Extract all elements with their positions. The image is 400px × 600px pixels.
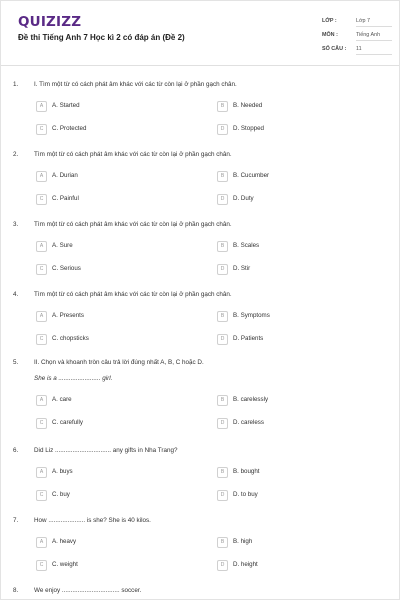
option-letter-box: C (36, 490, 47, 501)
option-letter-box: B (217, 241, 228, 252)
question-number: 1. (13, 81, 19, 88)
option-text: D. to buy (233, 491, 258, 498)
option-letter-box: C (36, 264, 47, 275)
question-number: 2. (13, 151, 19, 158)
option-letter-box: C (36, 418, 47, 429)
meta-grade (322, 18, 370, 24)
option-text: B. Symptoms (233, 312, 270, 319)
option-text: A. Durian (52, 172, 78, 179)
question-text: II. Chọn và khoanh tròn câu trả lời đúng nhất A, B, C hoặc D. (34, 359, 204, 366)
question-text: We enjoy ................................. soccer. (34, 587, 142, 594)
option-text: B. Scales (233, 242, 260, 249)
meta-subject (322, 32, 380, 38)
option-letter-box: A (36, 171, 47, 182)
quizizz-logo: QUIZIZZ (18, 14, 82, 30)
option-letter-box: A (36, 537, 47, 548)
option-text: D. Patients (233, 335, 264, 342)
option-text: A. Started (52, 102, 80, 109)
option-text: C. buy (52, 491, 70, 498)
option-letter-box: A (36, 241, 47, 252)
option-text: A. care (52, 396, 72, 403)
option-text: D. Stir (233, 265, 251, 272)
option-letter-box: B (217, 537, 228, 548)
question-text: Tìm một từ có cách phát âm khác với các từ còn lại ở phần gạch chân. (34, 291, 232, 298)
option-letter-box: A (36, 101, 47, 112)
question-text: Tìm một từ có cách phát âm khác với các từ còn lại ở phần gạch chân. (34, 151, 232, 158)
option-letter-box: C (36, 194, 47, 205)
question-number: 5. (13, 359, 19, 366)
question-number: 7. (13, 517, 19, 524)
option-letter-box: B (217, 101, 228, 112)
meta-value: Tiếng Anh (356, 32, 381, 38)
option-letter-box: A (36, 395, 47, 406)
option-letter-box: B (217, 171, 228, 182)
option-text: A. Sure (52, 242, 73, 249)
option-text: A. Presents (52, 312, 84, 319)
option-letter-box: B (217, 311, 228, 322)
option-letter-box: C (36, 334, 47, 345)
option-letter-box: B (217, 467, 228, 478)
option-letter-box: A (36, 311, 47, 322)
meta-question-count (322, 46, 362, 52)
option-letter-box: D (217, 264, 228, 275)
meta-underline (356, 26, 392, 27)
option-text: C. carefully (52, 419, 83, 426)
header-divider (1, 65, 399, 66)
option-letter-box: D (217, 418, 228, 429)
option-letter-box: D (217, 490, 228, 501)
option-text: B. carelessly (233, 396, 269, 403)
option-text: B. bought (233, 468, 260, 475)
meta-label: LỚP : (322, 18, 337, 24)
option-letter-box: C (36, 124, 47, 135)
question-number: 4. (13, 291, 19, 298)
option-letter-box: B (217, 395, 228, 406)
option-letter-box: D (217, 124, 228, 135)
option-text: C. weight (52, 561, 78, 568)
option-letter-box: A (36, 467, 47, 478)
question-number: 6. (13, 447, 19, 454)
question-sentence: She is a ........................ girl. (34, 375, 113, 382)
meta-value: 11 (356, 46, 362, 52)
meta-value: Lớp 7 (356, 18, 371, 24)
option-text: C. Protected (52, 125, 87, 132)
option-letter-box: D (217, 334, 228, 345)
option-text: A. heavy (52, 538, 77, 545)
option-text: B. Needed (233, 102, 263, 109)
meta-label: SỐ CÂU : (322, 46, 347, 52)
option-text: D. Stopped (233, 125, 264, 132)
meta-underline (356, 40, 392, 41)
question-text: Tìm một từ có cách phát âm khác với các từ còn lại ở phần gạch chân. (34, 221, 232, 228)
question-text: How ..................... is she? She is 40 kilos. (34, 517, 151, 524)
option-text: C. Serious (52, 265, 81, 272)
option-text: D. careless (233, 419, 264, 426)
option-text: D. Duty (233, 195, 254, 202)
option-text: D. height (233, 561, 258, 568)
option-letter-box: D (217, 560, 228, 571)
question-text: Did Liz ................................ any gifts in Nha Trang? (34, 447, 178, 454)
option-letter-box: C (36, 560, 47, 571)
option-text: C. chopsticks (52, 335, 89, 342)
worksheet-title: Đề thi Tiếng Anh 7 Học kì 2 có đáp án (Đề 2) (18, 33, 185, 42)
question-text: I. Tìm một từ có cách phát âm khác với các từ còn lại ở phần gạch chân. (34, 81, 237, 88)
option-text: A. buys (52, 468, 73, 475)
option-text: B. high (233, 538, 253, 545)
option-text: B. Cucumber (233, 172, 270, 179)
option-letter-box: D (217, 194, 228, 205)
meta-label: MÔN : (322, 32, 338, 38)
option-text: C. Painful (52, 195, 79, 202)
question-number: 3. (13, 221, 19, 228)
question-number: 8. (13, 587, 19, 594)
meta-underline (356, 54, 392, 55)
